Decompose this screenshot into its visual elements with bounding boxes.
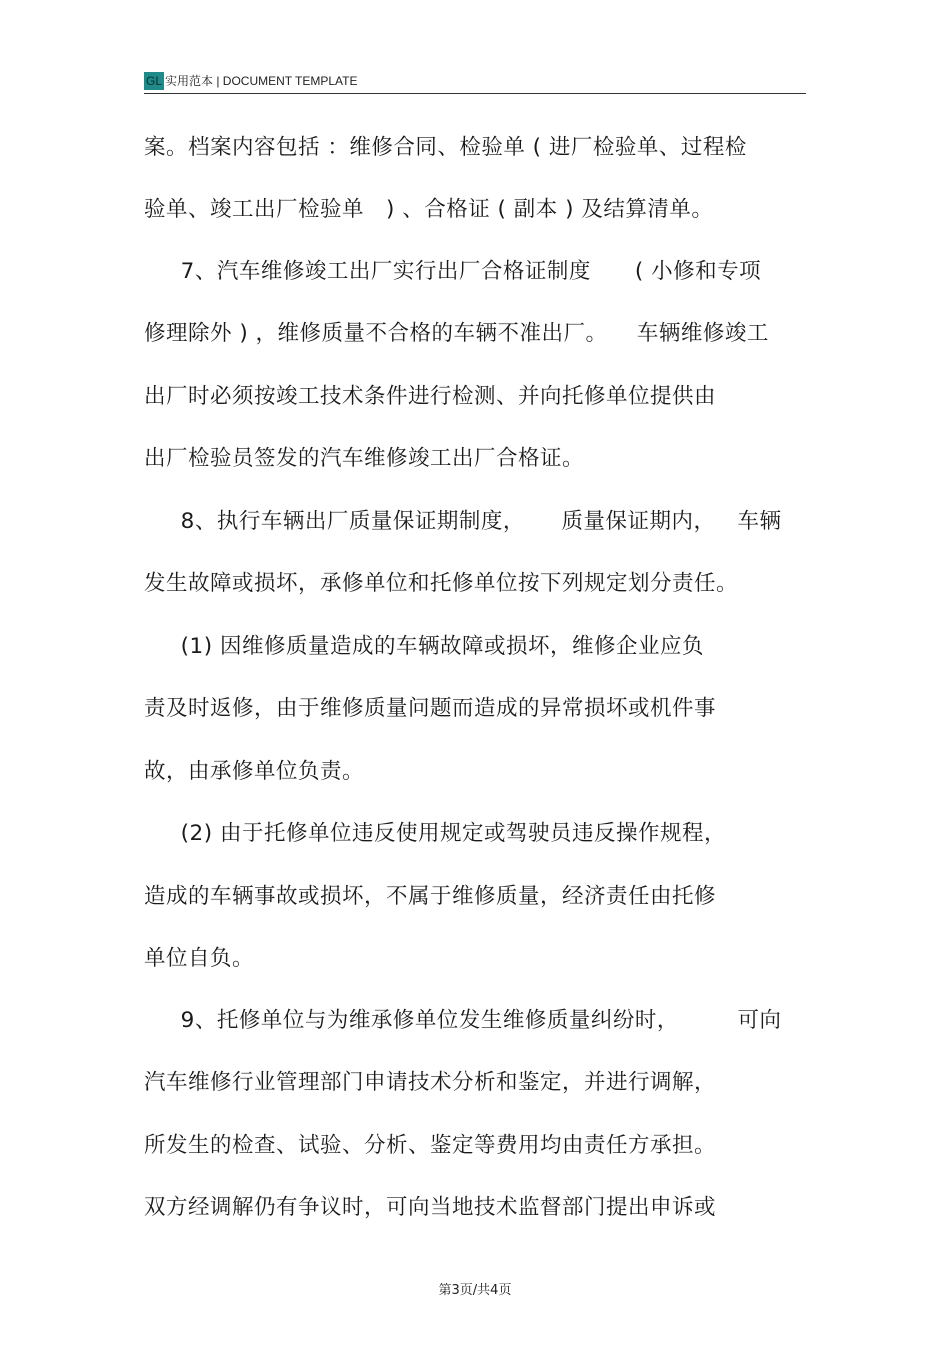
text-line: 验单、竣工出厂检验单 ) 、合格证 ( 副本 ) 及结算清单。 bbox=[144, 197, 714, 222]
page-header bbox=[144, 70, 806, 94]
text-line: 汽车维修行业管理部门申请技术分析和鉴定，并进行调解， bbox=[144, 1070, 717, 1095]
page-number: 第3页/共4页 bbox=[438, 1283, 512, 1298]
text-line: 出厂时必须按竣工技术条件进行检测、并向托修单位提供由 bbox=[144, 384, 717, 409]
text-line: (2) 由于托修单位违反使用规定或驾驶员违反操作规程， bbox=[144, 821, 726, 846]
text-line: 案。档案内容包括 ：维修合同、检验单 ( 进厂检验单、过程检 bbox=[144, 135, 747, 160]
text-line: (1) 因维修质量造成的车辆故障或损坏，维修企业应负 bbox=[144, 634, 704, 659]
text-line: 出厂检验员签发的汽车维修竣工出厂合格证。 bbox=[144, 446, 585, 471]
text-line: 9、托修单位与为维承修单位发生维修质量纠纷时， 可向 bbox=[144, 1008, 782, 1033]
text-line: 7、汽车维修竣工出厂实行出厂合格证制度 ( 小修和专项 bbox=[144, 259, 762, 284]
text-line: 造成的车辆事故或损坏，不属于维修质量，经济责任由托修 bbox=[144, 884, 717, 909]
text-line: 8、执行车辆出厂质量保证期制度， 质量保证期内， 车辆 bbox=[144, 509, 782, 534]
header-rule bbox=[144, 93, 806, 94]
text-line: 修理除外 ) ，维修质量不合格的车辆不准出厂。 车辆维修竣工 bbox=[144, 321, 769, 346]
text-line: 责及时返修，由于维修质量问题而造成的异常损坏或机件事 bbox=[144, 696, 717, 721]
text-line: 故，由承修单位负责。 bbox=[144, 759, 365, 784]
text-line: 发生故障或损坏，承修单位和托修单位按下列规定划分责任。 bbox=[144, 571, 739, 596]
text-line: 所发生的检查、试验、分析、鉴定等费用均由责任方承担。 bbox=[144, 1133, 717, 1158]
gl-logo: GL bbox=[145, 74, 162, 88]
text-line: 单位自负。 bbox=[144, 946, 255, 971]
text-line: 双方经调解仍有争议时，可向当地技术监督部门提出申诉或 bbox=[144, 1195, 717, 1220]
header-title: 实用范本 | DOCUMENT TEMPLATE bbox=[165, 74, 358, 88]
